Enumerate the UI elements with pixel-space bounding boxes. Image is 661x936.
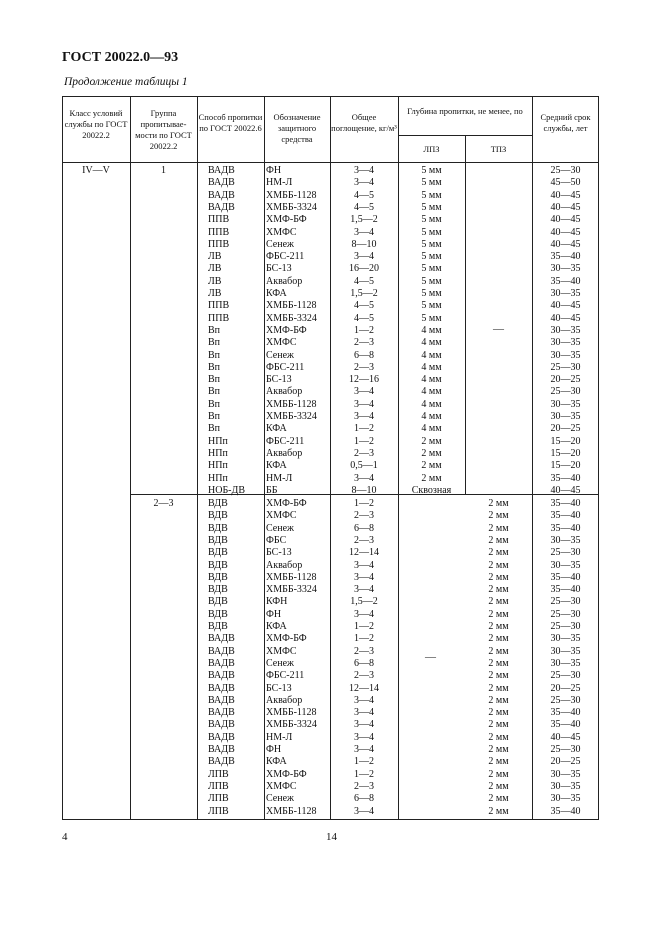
method-cell: ЛПВ — [208, 768, 229, 780]
agent-cell: ХМББ-1128 — [266, 189, 317, 201]
method-cell: ЛВ — [208, 263, 222, 275]
method-cell: ЛПВ — [208, 780, 229, 792]
life-cell: 40—45 — [550, 201, 581, 213]
service-class-value: IV—V — [82, 165, 110, 176]
agent-cell: БС-13 — [266, 682, 292, 694]
method-cell: НПп — [208, 447, 228, 459]
agent-cell: Аквабор — [266, 559, 303, 571]
depth-cell: 5 мм — [421, 226, 442, 238]
method-cell: ВАДВ — [208, 201, 235, 213]
life-cell: 25—30 — [550, 386, 581, 398]
depth-cell: 2 мм — [488, 793, 509, 805]
depth-cell: 2 мм — [488, 645, 509, 657]
life-cell: 25—30 — [550, 608, 581, 620]
amount-cell: 6—8 — [354, 657, 374, 669]
depth-cell: 2 мм — [488, 596, 509, 608]
agent-cell: Аквабор — [266, 386, 303, 398]
amount-cell: 4—5 — [354, 300, 374, 312]
method-cell: ВДВ — [208, 608, 228, 620]
amount-cell: 12—16 — [349, 374, 379, 386]
life-cell: 40—45 — [550, 312, 581, 324]
amount-cell: 3—4 — [354, 694, 374, 706]
header-absorption: Общее поглощение, кг/м³ — [331, 112, 397, 133]
method-cell: НПп — [208, 460, 228, 472]
method-cell: Вп — [208, 324, 221, 336]
depth-cell: 5 мм — [421, 214, 442, 226]
depth-cell: 5 мм — [421, 275, 442, 287]
life-cell: 20—25 — [550, 756, 581, 768]
method-cell: Вп — [208, 423, 221, 435]
depth-cell: 2 мм — [488, 608, 509, 620]
amount-cell: 6—8 — [354, 349, 374, 361]
agent-cell: ХМФС — [266, 780, 297, 792]
agent-cell: ФБС-211 — [266, 435, 305, 447]
life-cell: 15—20 — [550, 435, 581, 447]
agent-cell: ХМББ-1128 — [266, 805, 317, 817]
amount-cell: 2—3 — [354, 670, 374, 682]
amount-cell: 2—3 — [354, 534, 374, 546]
life-cell: 40—45 — [550, 484, 581, 496]
depth-cell: 2 мм — [421, 472, 442, 484]
agent-cell: ФБС — [266, 534, 287, 546]
method-cell: Вп — [208, 398, 221, 410]
depth-cell: 2 мм — [488, 694, 509, 706]
agent-cell: ФН — [266, 608, 282, 620]
amount-cell: 3—4 — [354, 731, 374, 743]
life-cell: 30—35 — [550, 349, 581, 361]
agent-cell: НМ-Л — [266, 177, 293, 189]
life-cell: 30—35 — [550, 288, 581, 299]
depth-cell: 5 мм — [421, 312, 442, 324]
agent-cell: Сенеж — [266, 522, 294, 534]
depth-cell: 2 мм — [488, 731, 509, 743]
depth-cell: 2 мм — [421, 435, 442, 447]
life-cell: 30—35 — [550, 534, 581, 546]
depth-cell: 4 мм — [421, 349, 442, 361]
method-cell: ВДВ — [208, 498, 228, 509]
method-cell: ВАДВ — [208, 189, 235, 201]
method-cell: ВДВ — [208, 534, 228, 546]
column-divider — [264, 96, 265, 820]
agent-cell: БС-13 — [266, 547, 292, 559]
agent-cell: Аквабор — [266, 694, 303, 706]
agent-cell: ХМФС — [266, 645, 297, 657]
life-cell: 25—30 — [550, 744, 581, 755]
depth-cell: 5 мм — [421, 300, 442, 312]
agent-cell: НМ-Л — [266, 731, 293, 743]
method-cell: ВДВ — [208, 510, 228, 522]
agent-cell: ХМФ-БФ — [266, 633, 307, 645]
life-cell: 30—35 — [550, 633, 581, 645]
life-cell: 35—40 — [550, 498, 581, 509]
method-cell: ВАДВ — [208, 645, 235, 657]
amount-cell: 3—4 — [354, 707, 374, 719]
amount-cell: 3—4 — [354, 411, 374, 422]
life-cell: 30—35 — [550, 768, 581, 780]
method-cell: ЛПВ — [208, 793, 229, 805]
depth-cell: 5 мм — [421, 251, 442, 263]
amount-cell: 1,5—2 — [350, 596, 378, 608]
depth-cell: 4 мм — [421, 361, 442, 373]
agent-cell: ХМФ-БФ — [266, 324, 307, 336]
amount-cell: 2—3 — [354, 510, 374, 522]
depth-cell: 2 мм — [488, 559, 509, 571]
amount-cell: 8—10 — [351, 238, 377, 250]
life-cell: 35—40 — [550, 707, 581, 719]
group-value: 1 — [161, 165, 166, 176]
column-divider — [197, 96, 198, 820]
depth-cell: 2 мм — [488, 510, 509, 522]
agent-cell: ФБС-211 — [266, 670, 305, 682]
life-cell: 20—25 — [550, 423, 581, 435]
agent-cell: БС-13 — [266, 374, 292, 386]
amount-cell: 1,5—2 — [350, 214, 378, 226]
amount-cell: 4—5 — [354, 312, 374, 324]
depth-cell: 5 мм — [421, 189, 442, 201]
life-cell: 40—45 — [550, 214, 581, 226]
amount-cell: 3—4 — [354, 472, 374, 484]
agent-cell: Сенеж — [266, 793, 294, 805]
depth-cell: 2 мм — [488, 657, 509, 669]
agent-cell: ФН — [266, 744, 282, 755]
life-cell: 40—45 — [550, 731, 581, 743]
life-cell: 30—35 — [550, 657, 581, 669]
method-cell: ВДВ — [208, 584, 228, 596]
agent-cell: КФА — [266, 423, 287, 435]
depth-cell: 2 мм — [488, 571, 509, 583]
header-agent: Обозначение защитного средства — [273, 112, 321, 144]
depth-cell: 2 мм — [488, 534, 509, 546]
agent-cell: ХМББ-1128 — [266, 707, 317, 719]
method-cell: ЛВ — [208, 251, 222, 263]
depth-cell: 5 мм — [421, 238, 442, 250]
life-cell: 25—30 — [550, 670, 581, 682]
life-cell: 30—35 — [550, 780, 581, 792]
amount-cell: 1—2 — [354, 756, 374, 768]
method-cell: ППВ — [208, 226, 230, 238]
depth-cell: 2 мм — [488, 719, 509, 731]
amount-cell: 1—2 — [354, 324, 374, 336]
life-cell: 20—25 — [550, 374, 581, 386]
amount-cell: 4—5 — [354, 189, 374, 201]
depth-cell: 2 мм — [488, 682, 509, 694]
amount-cell: 3—4 — [354, 719, 374, 731]
amount-cell: 1—2 — [354, 423, 374, 435]
life-cell: 25—30 — [550, 361, 581, 373]
amount-cell: 3—4 — [354, 398, 374, 410]
method-cell: Вп — [208, 374, 221, 386]
depth-cell: 4 мм — [421, 337, 442, 349]
method-cell: ЛВ — [208, 275, 222, 287]
amount-cell: 1,5—2 — [350, 288, 378, 299]
method-cell: ВАДВ — [208, 731, 235, 743]
depth-cell: 2 мм — [488, 498, 509, 509]
method-cell: Вп — [208, 337, 221, 349]
amount-cell: 6—8 — [354, 793, 374, 805]
depth-cell: 4 мм — [421, 324, 442, 336]
agent-cell: ФН — [266, 165, 282, 176]
method-cell: ВДВ — [208, 547, 228, 559]
amount-cell: 2—3 — [354, 337, 374, 349]
method-cell: ППВ — [208, 312, 230, 324]
amount-cell: 4—5 — [354, 275, 374, 287]
amount-cell: 1—2 — [354, 633, 374, 645]
depth-cell: 5 мм — [421, 263, 442, 275]
method-cell: ВДВ — [208, 596, 228, 608]
agent-cell: НМ-Л — [266, 472, 293, 484]
amount-cell: 3—4 — [354, 805, 374, 817]
agent-cell: ХМФ-БФ — [266, 498, 307, 509]
agent-cell: ХМББ-3324 — [266, 411, 317, 422]
life-cell: 30—35 — [550, 263, 581, 275]
life-cell: 35—40 — [550, 805, 581, 817]
method-cell: Вп — [208, 361, 221, 373]
depth-cell: 5 мм — [421, 201, 442, 213]
amount-cell: 12—14 — [349, 547, 379, 559]
life-cell: 30—35 — [550, 337, 581, 349]
life-cell: 30—35 — [550, 324, 581, 336]
method-cell: ВДВ — [208, 621, 228, 632]
depth-cell: Сквозная — [411, 484, 452, 496]
depth-cell: 2 мм — [488, 756, 509, 768]
agent-cell: ХМФ-БФ — [266, 768, 307, 780]
depth-cell: 2 мм — [488, 547, 509, 559]
agent-cell: ББ — [266, 484, 278, 496]
amount-cell: 2—3 — [354, 645, 374, 657]
agent-cell: ХМФС — [266, 510, 297, 522]
column-divider — [465, 135, 466, 494]
depth-cell: 2 мм — [421, 460, 442, 472]
agent-cell: Сенеж — [266, 238, 294, 250]
depth-cell: 4 мм — [421, 423, 442, 435]
depth-cell: 2 мм — [488, 670, 509, 682]
method-cell: ВАДВ — [208, 657, 235, 669]
method-cell: ВАДВ — [208, 682, 235, 694]
agent-cell: ФБС-211 — [266, 251, 305, 263]
method-cell: ВАДВ — [208, 177, 235, 189]
amount-cell: 1—2 — [354, 435, 374, 447]
header-lpz: ЛПЗ — [423, 144, 440, 154]
agent-cell: КФА — [266, 460, 287, 472]
page-number-left: 4 — [62, 831, 68, 843]
agent-cell: ХМББ-3324 — [266, 719, 317, 731]
table-subtitle: Продолжение таблицы 1 — [64, 76, 188, 88]
amount-cell: 6—8 — [354, 522, 374, 534]
amount-cell: 3—4 — [354, 386, 374, 398]
life-cell: 35—40 — [550, 275, 581, 287]
depth-cell: 5 мм — [421, 177, 442, 189]
depth-cell: 2 мм — [488, 584, 509, 596]
life-cell: 40—45 — [550, 238, 581, 250]
header-depth: Глубина пропитки, не менее, по — [407, 106, 523, 116]
method-cell: Вп — [208, 411, 221, 422]
life-cell: 25—30 — [550, 547, 581, 559]
life-cell: 35—40 — [550, 251, 581, 263]
depth-cell: 2 мм — [488, 744, 509, 755]
life-cell: 30—35 — [550, 793, 581, 805]
amount-cell: 1—2 — [354, 768, 374, 780]
agent-cell: ХМББ-1128 — [266, 300, 317, 312]
agent-cell: Сенеж — [266, 657, 294, 669]
life-cell: 15—20 — [550, 460, 581, 472]
depth-cell: 2 мм — [421, 447, 442, 459]
amount-cell: 4—5 — [354, 201, 374, 213]
agent-cell: БС-13 — [266, 263, 292, 275]
method-cell: ППВ — [208, 238, 230, 250]
life-cell: 40—45 — [550, 300, 581, 312]
life-cell: 25—30 — [550, 596, 581, 608]
depth-cell: 2 мм — [488, 707, 509, 719]
agent-cell: КФН — [266, 596, 288, 608]
life-cell: 30—35 — [550, 398, 581, 410]
agent-cell: ХМФС — [266, 226, 297, 238]
life-cell: 35—40 — [550, 584, 581, 596]
agent-cell: Аквабор — [266, 447, 303, 459]
method-cell: ВДВ — [208, 522, 228, 534]
amount-cell: 3—4 — [354, 744, 374, 755]
header-divider — [62, 162, 599, 163]
amount-cell: 2—3 — [354, 780, 374, 792]
method-cell: ППВ — [208, 300, 230, 312]
method-cell: НОБ-ДВ — [208, 484, 246, 496]
life-cell: 35—40 — [550, 571, 581, 583]
column-divider — [130, 96, 131, 820]
header-tpz: ТПЗ — [490, 144, 507, 154]
life-cell: 40—45 — [550, 226, 581, 238]
life-cell: 35—40 — [550, 472, 581, 484]
life-cell: 20—25 — [550, 682, 581, 694]
method-cell: ВАДВ — [208, 670, 235, 682]
life-cell: 35—40 — [550, 719, 581, 731]
amount-cell: 12—14 — [349, 682, 379, 694]
method-cell: НПп — [208, 472, 228, 484]
depth-cell: 5 мм — [421, 288, 442, 299]
amount-cell: 0,5—1 — [350, 460, 378, 472]
agent-cell: КФА — [266, 288, 287, 299]
method-cell: Вп — [208, 386, 221, 398]
amount-cell: 3—4 — [354, 251, 374, 263]
depth-cell: 4 мм — [421, 386, 442, 398]
depth-cell: 4 мм — [421, 374, 442, 386]
depth-cell: 2 мм — [488, 522, 509, 534]
header-divider — [398, 135, 532, 136]
agent-cell: ХМББ-1128 — [266, 398, 317, 410]
method-cell: ВАДВ — [208, 694, 235, 706]
agent-cell: ХМББ-3324 — [266, 201, 317, 213]
depth-cell: 2 мм — [488, 768, 509, 780]
depth-cell: 2 мм — [488, 780, 509, 792]
life-cell: 25—30 — [550, 165, 581, 176]
life-cell: 25—30 — [550, 694, 581, 706]
header-service-life: Средний срок службы, лет — [540, 112, 591, 133]
agent-cell: Сенеж — [266, 349, 294, 361]
method-cell: ВАДВ — [208, 633, 235, 645]
page-number-center: 14 — [326, 831, 337, 843]
method-cell: ВАДВ — [208, 707, 235, 719]
agent-cell: ХМФС — [266, 337, 297, 349]
method-cell: ВДВ — [208, 559, 228, 571]
method-cell: ВАДВ — [208, 744, 235, 755]
life-cell: 35—40 — [550, 510, 581, 522]
amount-cell: 1—2 — [354, 621, 374, 632]
life-cell: 40—45 — [550, 189, 581, 201]
depth-cell: 4 мм — [421, 411, 442, 422]
life-cell: 25—30 — [550, 621, 581, 632]
header-impregnability-group: Группа пропитывае-мости по ГОСТ 20022.2 — [135, 108, 192, 151]
method-cell: НПп — [208, 435, 228, 447]
amount-cell: 16—20 — [349, 263, 379, 275]
amount-cell: 3—4 — [354, 571, 374, 583]
life-cell: 30—35 — [550, 559, 581, 571]
document-title: ГОСТ 20022.0—93 — [62, 50, 179, 65]
method-cell: ВАДВ — [208, 719, 235, 731]
agent-cell: КФА — [266, 756, 287, 768]
depth-cell: 2 мм — [488, 633, 509, 645]
lpz-dash: — — [425, 651, 436, 663]
depth-cell: 2 мм — [488, 621, 509, 632]
amount-cell: 3—4 — [354, 177, 374, 189]
amount-cell: 3—4 — [354, 165, 374, 176]
agent-cell: ХМББ-1128 — [266, 571, 317, 583]
depth-cell: 5 мм — [421, 165, 442, 176]
life-cell: 30—35 — [550, 411, 581, 422]
life-cell: 35—40 — [550, 522, 581, 534]
header-service-class: Класс условий службы по ГОСТ 20022.2 — [64, 108, 128, 140]
amount-cell: 3—4 — [354, 559, 374, 571]
amount-cell: 1—2 — [354, 498, 374, 509]
agent-cell: ХМББ-3324 — [266, 584, 317, 596]
method-cell: ЛВ — [208, 288, 222, 299]
method-cell: ППВ — [208, 214, 230, 226]
life-cell: 45—50 — [550, 177, 581, 189]
method-cell: ВАДВ — [208, 756, 235, 768]
life-cell: 15—20 — [550, 447, 581, 459]
group-value: 2—3 — [153, 498, 174, 509]
amount-cell: 2—3 — [354, 361, 374, 373]
depth-cell: 2 мм — [488, 805, 509, 817]
agent-cell: ХМББ-3324 — [266, 312, 317, 324]
agent-cell: КФА — [266, 621, 287, 632]
header-method: Способ пропитки по ГОСТ 20022.6 — [198, 112, 263, 133]
amount-cell: 8—10 — [351, 484, 377, 496]
amount-cell: 2—3 — [354, 447, 374, 459]
depth-cell: 4 мм — [421, 398, 442, 410]
method-cell: ВАДВ — [208, 165, 235, 176]
agent-cell: Аквабор — [266, 275, 303, 287]
method-cell: ВДВ — [208, 571, 228, 583]
amount-cell: 3—4 — [354, 608, 374, 620]
amount-cell: 3—4 — [354, 584, 374, 596]
agent-cell: ФБС-211 — [266, 361, 305, 373]
amount-cell: 3—4 — [354, 226, 374, 238]
method-cell: Вп — [208, 349, 221, 361]
life-cell: 30—35 — [550, 645, 581, 657]
agent-cell: ХМФ-БФ — [266, 214, 307, 226]
tpz-dash: — — [493, 323, 504, 335]
method-cell: ЛПВ — [208, 805, 229, 817]
